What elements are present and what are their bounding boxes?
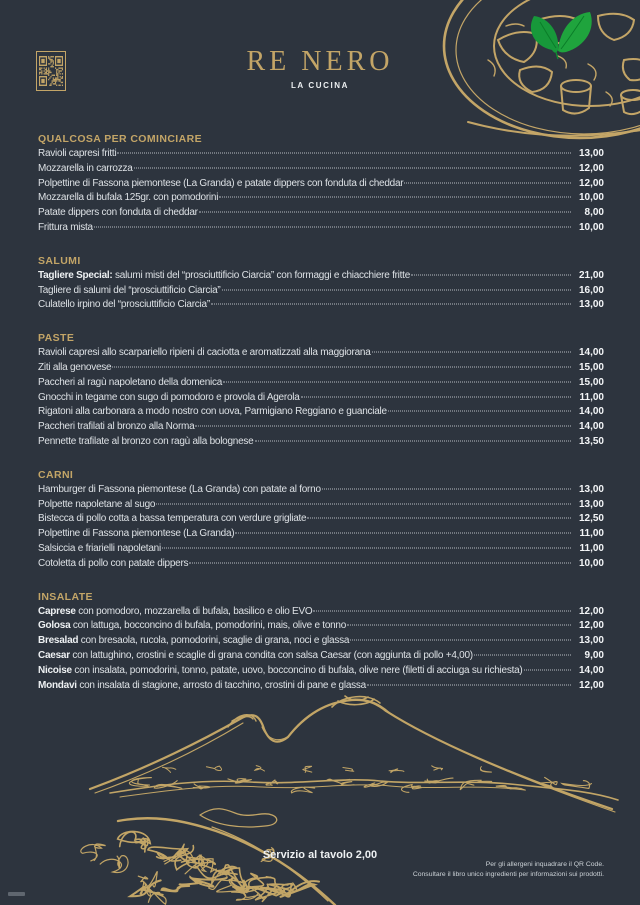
- menu-item-row: [38, 679, 604, 694]
- item-name: Polpette napoletane al sugo: [38, 498, 156, 510]
- menu-item-row: [38, 542, 604, 557]
- item-name: Gnocchi in tegame con sugo di pomodoro e provola di Agerola: [38, 391, 300, 403]
- dot-leader: [372, 352, 571, 353]
- menu-item-row: [38, 376, 604, 391]
- dot-leader: [255, 440, 572, 441]
- item-price: 14,00: [578, 664, 604, 676]
- item-price: 12,00: [578, 679, 604, 691]
- dot-leader: [222, 289, 571, 290]
- dot-leader: [195, 426, 571, 427]
- menu-item-row: [38, 619, 604, 634]
- sketch-stroke: [432, 766, 443, 770]
- menu-item-row: [38, 391, 604, 406]
- item-name: Paccheri trafilati al bronzo alla Norma: [38, 421, 195, 433]
- menu-item-row: [38, 664, 604, 679]
- menu-item-row: [38, 498, 604, 513]
- item-name: Polpettine di Fassona piemontese (La Granda): [38, 528, 235, 540]
- sketch-stroke: [303, 766, 312, 772]
- dot-leader: [189, 562, 571, 563]
- service-note: Servizio al tavolo 2,00: [262, 849, 378, 861]
- section-title: INSALATE: [38, 590, 93, 603]
- dot-leader: [94, 226, 571, 227]
- item-price: 12,50: [578, 513, 604, 525]
- sketch-stroke: [364, 782, 387, 787]
- allergen-line-1: Per gli allergeni inquadrare il QR Code.: [485, 861, 604, 868]
- item-price: 8,00: [584, 207, 604, 219]
- section-title: SALUMI: [38, 254, 81, 267]
- item-name: Bresalad con bresaola, rucola, pomodorini, scaglie di grana, noci e glassa: [38, 635, 350, 647]
- pasta-plate-illustration: [428, 0, 640, 142]
- item-name: Cotoletta di pollo con patate dippers: [38, 557, 189, 569]
- dot-leader: [211, 304, 571, 305]
- dot-leader: [199, 212, 571, 213]
- item-price: 12,00: [578, 162, 604, 174]
- menu-item-row: [38, 284, 604, 299]
- item-name: Patate dippers con fonduta di cheddar: [38, 207, 198, 219]
- item-name: Caesar con lattughino, crostini e scaglie di grana condita con salsa Caesar (con aggiunta di pollo +4,00): [38, 649, 473, 661]
- allergen-line-2: Consultare il libro unico ingredienti per informazioni sui prodotti.: [412, 871, 604, 878]
- sketch-stroke: [193, 784, 210, 789]
- menu-item-row: [38, 605, 604, 620]
- item-price: 15,00: [578, 361, 604, 373]
- section-title: CARNI: [38, 468, 74, 481]
- item-name: Ravioli capresi allo scarpariello ripieni di caciotta e aromatizzati alla maggiorana: [38, 347, 371, 359]
- menu-item-row: [38, 177, 604, 192]
- item-name: Nicoise con insalata, pomodorini, tonno, patate, uovo, bocconcino di bufala, olive nere (filetti di acciuga su richiesta): [38, 664, 523, 676]
- basil-leaf-icon: [531, 12, 592, 59]
- dot-leader: [162, 547, 571, 548]
- sketch-stroke: [162, 883, 201, 892]
- menu-item-row: [38, 206, 604, 221]
- item-price: 12,00: [578, 620, 604, 632]
- item-price: 10,00: [578, 557, 604, 569]
- item-name: Rigatoni alla carbonara a modo nostro con uova, Parmigiano Reggiano e guanciale: [38, 406, 387, 418]
- menu-item-row: [38, 649, 604, 664]
- item-name: Salsiccia e friarielli napoletani: [38, 542, 161, 554]
- menu-item-row: [38, 512, 604, 527]
- item-price: 13,00: [578, 148, 604, 159]
- item-price: 10,00: [578, 221, 604, 233]
- menu-item-row: [38, 483, 604, 498]
- item-name: Ravioli capresi fritti: [38, 148, 117, 159]
- menu-item-row: [38, 191, 604, 206]
- sketch-stroke: [389, 769, 404, 773]
- menu-item-row: [38, 221, 604, 236]
- dot-leader: [350, 640, 571, 641]
- item-name: Tagliere Special: salumi misti del “prosciuttificio Ciarcia” con formaggi e chiacchiere fritte: [38, 269, 411, 281]
- item-price: 12,00: [578, 177, 604, 189]
- item-price: 11,00: [579, 391, 604, 403]
- sketch-stroke: [162, 767, 175, 772]
- dot-leader: [301, 396, 571, 397]
- item-price: 13,00: [578, 483, 604, 495]
- menu-item-row: [38, 147, 604, 162]
- menu-item-row: [38, 527, 604, 542]
- item-price: 14,00: [578, 406, 604, 418]
- item-name: Polpettine di Fassona piemontese (La Granda) e patate dippers con fonduta di cheddar: [38, 177, 404, 189]
- menu-section: [38, 468, 604, 572]
- item-name: Hamburger di Fassona piemontese (La Granda) con patate al forno: [38, 483, 321, 495]
- menu-item-row: [38, 361, 604, 376]
- item-name: Frittura mista: [38, 221, 93, 233]
- section-title: PASTE: [38, 332, 75, 345]
- item-name: Paccheri al ragù napoletano della domenica: [38, 376, 223, 388]
- sketch-stroke: [562, 781, 592, 789]
- item-price: 15,00: [578, 376, 604, 388]
- menu-item-row: [38, 435, 604, 450]
- item-price: 13,00: [578, 498, 604, 510]
- menu-item-row: [38, 405, 604, 420]
- dot-leader: [112, 366, 571, 367]
- sketch-stroke: [206, 766, 221, 770]
- item-name: Mozzarella di bufala 125gr. con pomodorini: [38, 192, 219, 204]
- sketch-stroke: [401, 785, 420, 793]
- item-price: 16,00: [578, 284, 604, 296]
- dot-leader: [474, 654, 571, 655]
- item-name: Bistecca di pollo cotta a bassa temperatura con verdure grigliate: [38, 513, 307, 525]
- sketch-stroke: [190, 877, 227, 887]
- dot-leader: [219, 197, 571, 198]
- dot-leader: [307, 518, 571, 519]
- dot-leader: [117, 153, 571, 154]
- item-name: Mozzarella in carrozza: [38, 162, 133, 174]
- sketch-stroke: [255, 766, 265, 771]
- item-name: Tagliere di salumi del “prosciuttificio Ciarcia”: [38, 284, 221, 296]
- item-price: 21,00: [578, 269, 604, 281]
- menu-item-row: [38, 162, 604, 177]
- menu-section: [38, 331, 604, 450]
- menu-item-row: [38, 634, 604, 649]
- dot-leader: [411, 274, 571, 275]
- dot-leader: [367, 684, 571, 685]
- allergen-note: [413, 860, 604, 880]
- sketch-stroke: [480, 767, 491, 773]
- menu-section: [38, 132, 604, 236]
- item-price: 11,00: [579, 542, 604, 554]
- item-name: Ziti alla genovese: [38, 361, 112, 373]
- sketch-stroke: [135, 839, 149, 849]
- item-name: Caprese con pomodoro, mozzarella di bufala, basilico e olio EVO: [38, 605, 313, 617]
- item-name: Mondavi con insalata di stagione, arrosto di tacchino, crostini di pane e glassa: [38, 679, 366, 691]
- item-price: 13,00: [578, 635, 604, 647]
- dot-leader: [388, 411, 571, 412]
- menu-section: [38, 254, 604, 313]
- menu-sections: [38, 132, 604, 711]
- item-price: 9,00: [584, 649, 604, 661]
- item-price: 11,00: [579, 528, 604, 540]
- restaurant-subtitle: LA CUCINA: [290, 81, 350, 90]
- dot-leader: [347, 625, 571, 626]
- item-price: 12,00: [578, 605, 604, 617]
- menu-item-row: [38, 298, 604, 313]
- menu-item-row: [38, 346, 604, 361]
- sketch-stroke: [343, 768, 354, 772]
- print-code-mark: [8, 892, 25, 896]
- item-name: Golosa con lattuga, bocconcino di bufala, pomodorini, mais, olive e tonno: [38, 620, 347, 632]
- item-price: 13,50: [578, 435, 604, 447]
- dot-leader: [322, 488, 571, 489]
- menu-section: [38, 590, 604, 694]
- menu-item-row: [38, 269, 604, 284]
- dot-leader: [524, 669, 572, 670]
- item-price: 14,00: [578, 347, 604, 359]
- item-name: Culatello irpino del “prosciuttificio Ciarcia”: [38, 299, 210, 311]
- dot-leader: [404, 182, 571, 183]
- item-price: 14,00: [578, 421, 604, 433]
- item-price: 13,00: [578, 299, 604, 311]
- dot-leader: [235, 533, 571, 534]
- restaurant-title: RE NERO: [246, 46, 394, 77]
- dot-leader: [134, 167, 571, 168]
- dot-leader: [313, 610, 571, 611]
- item-price: 10,00: [578, 192, 604, 204]
- dot-leader: [156, 503, 571, 504]
- menu-item-row: [38, 557, 604, 572]
- dot-leader: [223, 381, 571, 382]
- section-title: QUALCOSA PER COMINCIARE: [38, 133, 202, 145]
- item-name: Pennette trafilate al bronzo con ragù alla bolognese: [38, 435, 254, 447]
- menu-item-row: [38, 420, 604, 435]
